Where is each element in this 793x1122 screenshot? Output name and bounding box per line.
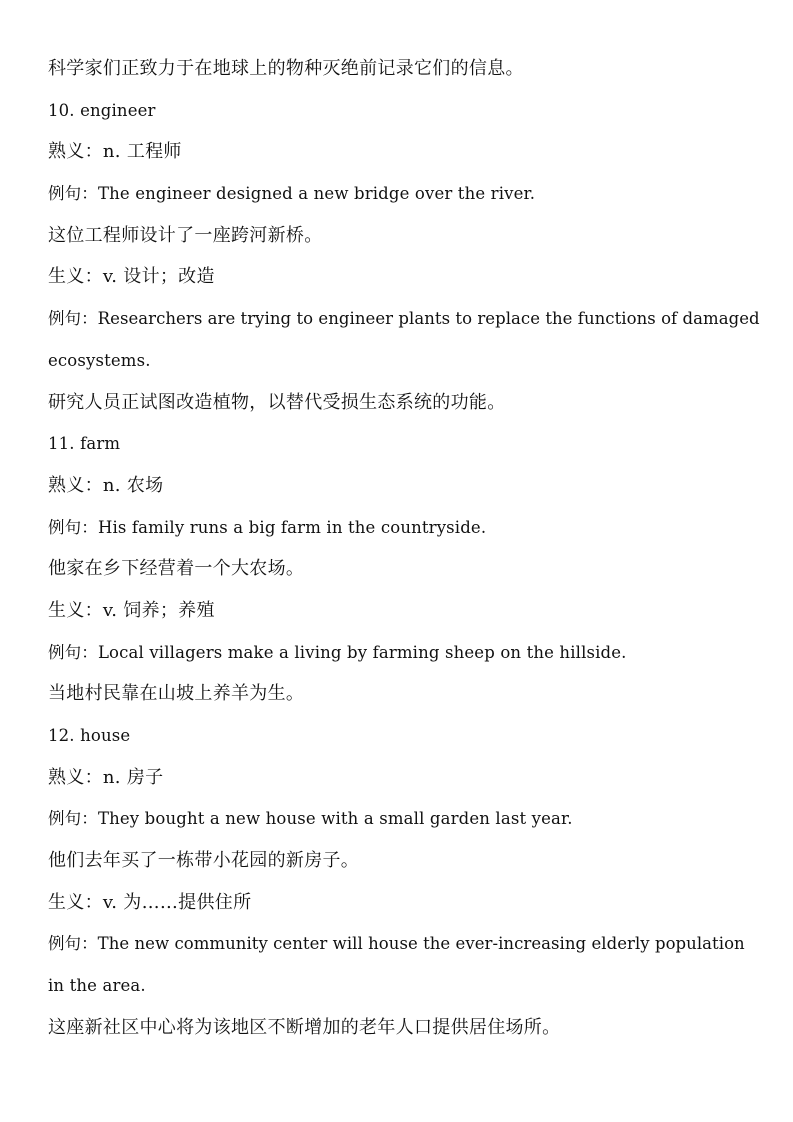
example-translation: 他家在乡下经营着一个大农场。 [48,558,305,580]
new-meaning: 生义：v. 设计；改造 [48,266,215,288]
example-translation: 他们去年买了一栋带小花园的新房子。 [48,850,360,872]
common-meaning: 熟义：n. 农场 [48,474,164,496]
entry-heading-farm: 11. farm [48,434,121,454]
example-sentence: 例句：His family runs a big farm in the countryside. [48,517,487,537]
example-translation: 研究人员正试图改造植物，以替代受损生态系统的功能。 [48,391,506,413]
new-meaning: 生义：v. 饲养；养殖 [48,599,215,621]
new-meaning: 生义：v. 为……提供住所 [48,891,252,913]
document-page [48,48,758,1049]
example-sentence-continued: ecosystems. [48,350,151,370]
example-sentence: 例句：Researchers are trying to engineer plants to replace the functions of damaged [48,309,760,329]
example-sentence: 例句：They bought a new house with a small garden last year. [48,809,573,829]
example-translation: 这位工程师设计了一座跨河新桥。 [48,224,323,246]
entry-heading-house: 12. house [48,726,131,745]
example-sentence-continued: in the area. [48,976,146,996]
example-translation: 当地村民靠在山坡上养羊为生。 [48,683,305,705]
example-translation: 科学家们正致力于在地球上的物种灭绝前记录它们的信息。 [48,58,524,79]
common-meaning: 熟义：n. 房子 [48,766,164,788]
example-translation: 这座新社区中心将为该地区不断增加的老年人口提供居住场所。 [48,1016,561,1038]
example-sentence: 例句：Local villagers make a living by farming sheep on the hillside. [48,642,627,662]
common-meaning: 熟义：n. 工程师 [48,141,182,163]
entry-heading-engineer: 10. engineer [48,100,156,120]
example-sentence: 例句：The engineer designed a new bridge over the river. [48,184,536,204]
example-sentence: 例句：The new community center will house the ever-increasing elderly population [48,934,745,954]
